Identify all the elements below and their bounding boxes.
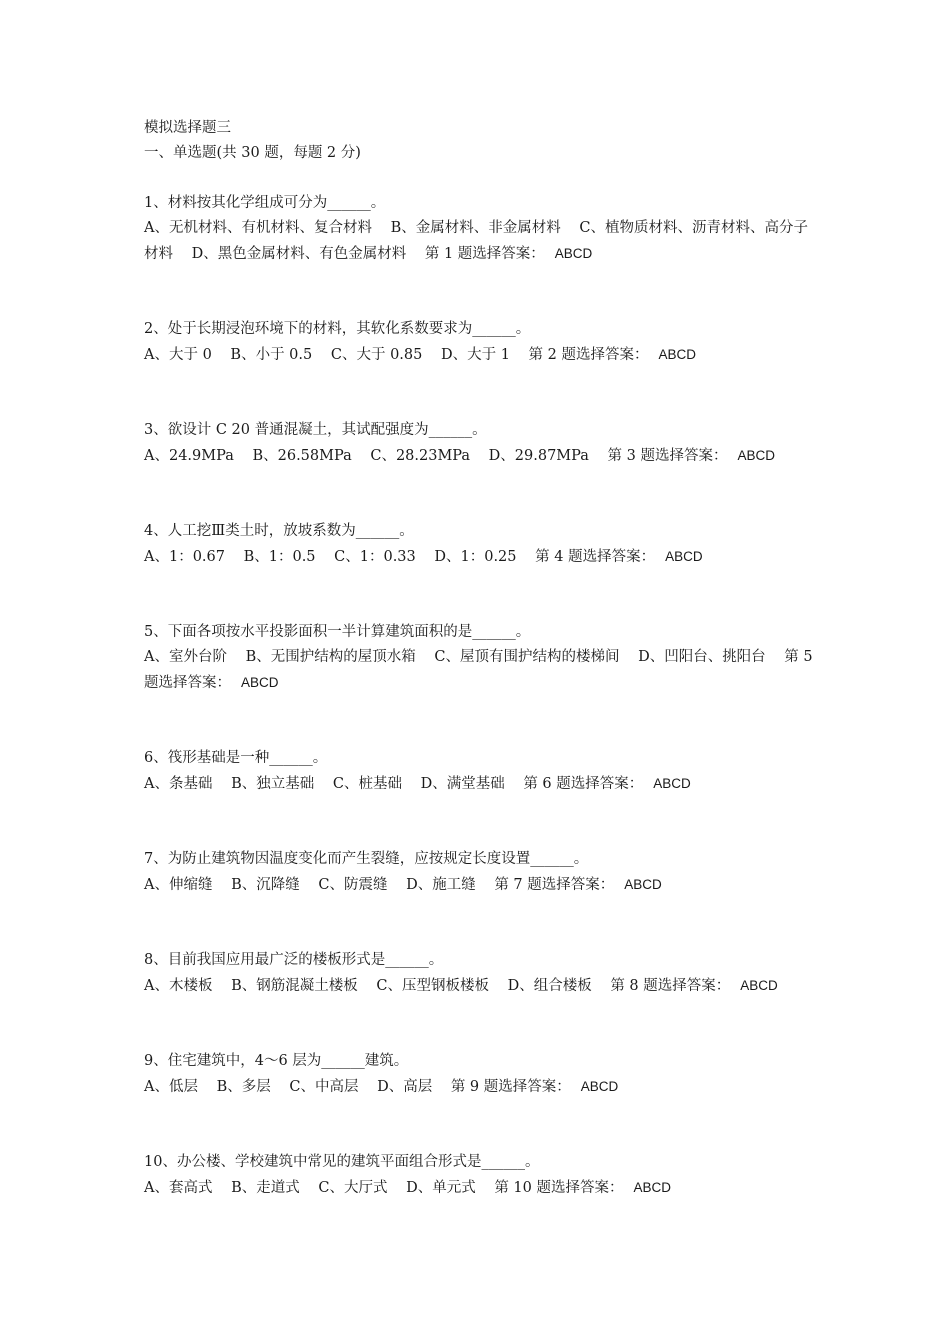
question-stem: 1、材料按其化学组成可分为______。 bbox=[144, 195, 386, 211]
option-text: D、单元式 bbox=[406, 1180, 476, 1196]
option-text: A、大于 0 bbox=[144, 347, 212, 363]
question-options bbox=[144, 544, 814, 570]
answer-label: 第 9 题选择答案： bbox=[450, 1079, 571, 1095]
answer-label: 第 8 题选择答案： bbox=[610, 978, 731, 994]
option-text: A、条基础 bbox=[144, 776, 213, 792]
question-item bbox=[144, 746, 814, 797]
option-text: D、高层 bbox=[377, 1079, 433, 1095]
answer-label: 第 3 题选择答案： bbox=[607, 448, 728, 464]
answer-value: ABCD bbox=[737, 448, 775, 463]
question-item bbox=[144, 948, 814, 999]
answer-label: 第 10 题选择答案： bbox=[494, 1180, 624, 1196]
option-text: C、28.23MPa bbox=[370, 448, 471, 464]
question-stem: 7、为防止建筑物因温度变化而产生裂缝，应按规定长度设置______。 bbox=[144, 851, 589, 867]
question-list bbox=[144, 191, 814, 1201]
option-text: D、大于 1 bbox=[440, 347, 510, 363]
option-text: D、29.87MPa bbox=[488, 448, 589, 464]
option-text: D、黑色金属材料、有色金属材料 bbox=[191, 246, 407, 262]
question-options bbox=[144, 443, 814, 469]
answer-label: 第 5 题选择答案： bbox=[144, 649, 813, 691]
option-text: C、中高层 bbox=[289, 1079, 359, 1095]
answer-value: ABCD bbox=[580, 1079, 619, 1094]
question-options bbox=[144, 872, 814, 898]
question-stem: 10、办公楼、学校建筑中常见的建筑平面组合形式是______。 bbox=[144, 1154, 540, 1170]
option-text: D、组合楼板 bbox=[507, 978, 592, 994]
question-options bbox=[144, 1175, 814, 1201]
option-text: A、24.9MPa bbox=[144, 448, 234, 464]
option-text: D、施工缝 bbox=[406, 877, 476, 893]
option-text: A、无机材料、有机材料、复合材料 bbox=[144, 220, 372, 236]
option-text: C、大于 0.85 bbox=[330, 347, 423, 363]
question-options bbox=[144, 216, 814, 267]
question-stem: 3、欲设计 C 20 普通混凝土，其试配强度为______。 bbox=[144, 422, 487, 438]
option-text: B、小于 0.5 bbox=[230, 347, 313, 363]
option-text: B、1：0.5 bbox=[243, 549, 316, 565]
option-text: B、无围护结构的屋顶水箱 bbox=[245, 649, 416, 665]
option-text: B、钢筋混凝土楼板 bbox=[231, 978, 358, 994]
option-text: D、满堂基础 bbox=[420, 776, 505, 792]
option-text: A、1：0.67 bbox=[144, 549, 225, 565]
answer-value: ABCD bbox=[740, 978, 778, 993]
question-options bbox=[144, 645, 814, 696]
answer-label: 第 2 题选择答案： bbox=[528, 347, 649, 363]
question-stem: 5、下面各项按水平投影面积一半计算建筑面积的是______。 bbox=[144, 624, 531, 640]
question-item bbox=[144, 620, 814, 696]
option-text: A、低层 bbox=[144, 1079, 198, 1095]
question-item bbox=[144, 418, 814, 469]
option-text: C、压型钢板楼板 bbox=[376, 978, 489, 994]
document-content bbox=[144, 116, 814, 1251]
option-text: B、走道式 bbox=[231, 1180, 300, 1196]
question-stem: 8、目前我国应用最广泛的楼板形式是______。 bbox=[144, 952, 444, 968]
question-options bbox=[144, 342, 814, 368]
answer-value: ABCD bbox=[624, 877, 662, 892]
option-text: B、多层 bbox=[216, 1079, 271, 1095]
option-text: B、金属材料、非金属材料 bbox=[390, 220, 561, 236]
question-item bbox=[144, 519, 814, 570]
option-text: C、防震缝 bbox=[318, 877, 388, 893]
option-text: B、独立基础 bbox=[231, 776, 315, 792]
question-options bbox=[144, 771, 814, 797]
answer-label: 第 6 题选择答案： bbox=[523, 776, 644, 792]
question-item bbox=[144, 847, 814, 898]
answer-label: 第 1 题选择答案： bbox=[424, 246, 545, 262]
option-text: C、桩基础 bbox=[332, 776, 402, 792]
answer-label: 第 4 题选择答案： bbox=[535, 549, 656, 565]
answer-value: ABCD bbox=[241, 675, 279, 690]
option-text: C、屋顶有围护结构的楼梯间 bbox=[434, 649, 620, 665]
option-text: C、植物质材料、沥青材料、高分子材料 bbox=[144, 220, 808, 262]
option-text: D、凹阳台、挑阳台 bbox=[638, 649, 766, 665]
answer-value: ABCD bbox=[658, 347, 697, 362]
option-text: A、木楼板 bbox=[144, 978, 213, 994]
question-stem: 4、人工挖Ⅲ类土时，放坡系数为______。 bbox=[144, 523, 414, 539]
question-options bbox=[144, 973, 814, 999]
option-text: A、伸缩缝 bbox=[144, 877, 213, 893]
question-stem: 2、处于长期浸泡环境下的材料，其软化系数要求为______。 bbox=[144, 321, 531, 337]
option-text: B、26.58MPa bbox=[252, 448, 352, 464]
question-item bbox=[144, 1150, 814, 1201]
answer-value: ABCD bbox=[633, 1180, 672, 1195]
option-text: A、套高式 bbox=[144, 1180, 213, 1196]
option-text: D、1：0.25 bbox=[434, 549, 517, 565]
question-item bbox=[144, 317, 814, 368]
section-heading: 一、单选题(共 30 题，每题 2 分) bbox=[144, 145, 361, 161]
option-text: B、沉降缝 bbox=[231, 877, 300, 893]
answer-value: ABCD bbox=[665, 549, 703, 564]
question-options bbox=[144, 1074, 814, 1100]
question-stem: 9、住宅建筑中，4～6 层为______建筑。 bbox=[144, 1053, 409, 1069]
answer-value: ABCD bbox=[554, 246, 593, 261]
question-item bbox=[144, 191, 814, 267]
option-text: C、1：0.33 bbox=[334, 549, 416, 565]
document-title: 模拟选择题三 bbox=[144, 120, 231, 136]
question-stem: 6、筏形基础是一种______。 bbox=[144, 750, 328, 766]
answer-value: ABCD bbox=[653, 776, 691, 791]
option-text: A、室外台阶 bbox=[144, 649, 227, 665]
option-text: C、大厅式 bbox=[318, 1180, 388, 1196]
question-item bbox=[144, 1049, 814, 1100]
answer-label: 第 7 题选择答案： bbox=[494, 877, 615, 893]
